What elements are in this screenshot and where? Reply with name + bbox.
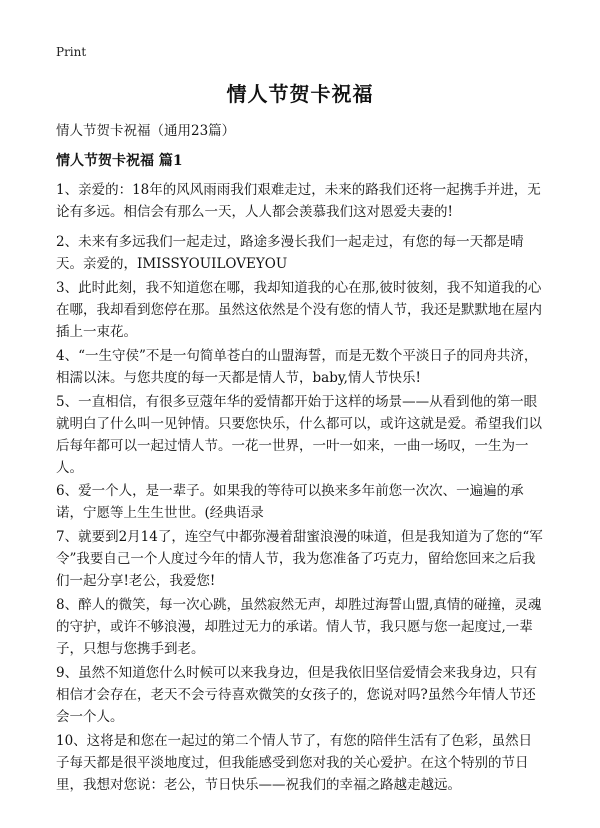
paragraph-4: 4、“一生守侯”不是一句简单苍白的山盟海誓，而是无数个平淡日子的同舟共济，相濡以沫。与您共度的每一天都是情人节，baby,情人节快乐! xyxy=(56,348,538,386)
paragraph-3: 3、此时此刻，我不知道您在哪，我却知道我的心在那,彼时彼刻，我不知道我的心在哪，我却看到您停在那。虽然这依然是个没有您的情人节，我还是默默地在屋内插上一束花。 xyxy=(56,280,542,340)
paragraph-7: 7、就要到2月14了，连空气中都弥漫着甜蜜浪漫的味道，但是我知道为了您的“军令”我要自己一个人度过今年的情人节，我为您准备了巧克力，留给您回来之后我们一起分享!老公，我爱您! xyxy=(56,529,543,589)
paragraph-8: 8、醉人的微笑，每一次心跳，虽然寂然无声，却胜过海誓山盟,真情的碰撞，灵魂的守护，或许不够浪漫，却胜过无力的承诺。情人节，我只愿与您一起度过,一辈子，只想与您携手到老。 xyxy=(56,597,542,657)
paragraph-9: 9、虽然不知道您什么时候可以来我身边，但是我依旧坚信爱情会来我身边，只有相信才会存在，老天不会亏待喜欢微笑的女孩子的，您说对吗?虽然今年情人节还会一个人。 xyxy=(56,665,538,725)
paragraph-6: 6、爱一个人，是一辈子。如果我的等待可以换来多年前您一次次、一遍遍的承诺，宁愿等上生生世世。(经典语录 xyxy=(56,483,524,521)
paragraph-10: 10、这将是和您在一起过的第二个情人节了，有您的陪伴生活有了色彩，虽然日子每天都是很平淡地度过，但我能感受到您对我的关心爱护。在这个特别的节日里，我想对您说：老公，节日快乐——祝我们的幸福之路越走越远。 xyxy=(56,733,533,793)
paragraph-5: 5、一直相信，有很多豆蔻年华的爱情都开始于这样的场景——从看到他的第一眼就明白了什么叫一见钟情。只要您快乐，什么都可以，或许这就是爱。希望我们以后每年都可以一起过情人节。一花一世界，一叶一如来，一曲一场叹，一生为一人。 xyxy=(56,394,542,476)
section-heading: 情人节贺卡祝福 篇1 xyxy=(56,153,183,169)
print-link[interactable]: Print xyxy=(56,45,87,59)
paragraph-1: 1、亲爱的：18年的风风雨雨我们艰难走过，未来的路我们还将一起携手并进，无论有多远。相信会有那么一天，人人都会羡慕我们这对恩爱夫妻的! xyxy=(56,182,541,220)
document-subtitle: 情人节贺卡祝福（通用23篇） xyxy=(56,123,236,139)
paragraph-2: 2、未来有多远我们一起走过，路途多漫长我们一起走过，有您的每一天都是晴天。亲爱的，IMISSYOUILOVEYOU xyxy=(56,234,524,272)
document-title: 情人节贺卡祝福 xyxy=(226,82,374,106)
